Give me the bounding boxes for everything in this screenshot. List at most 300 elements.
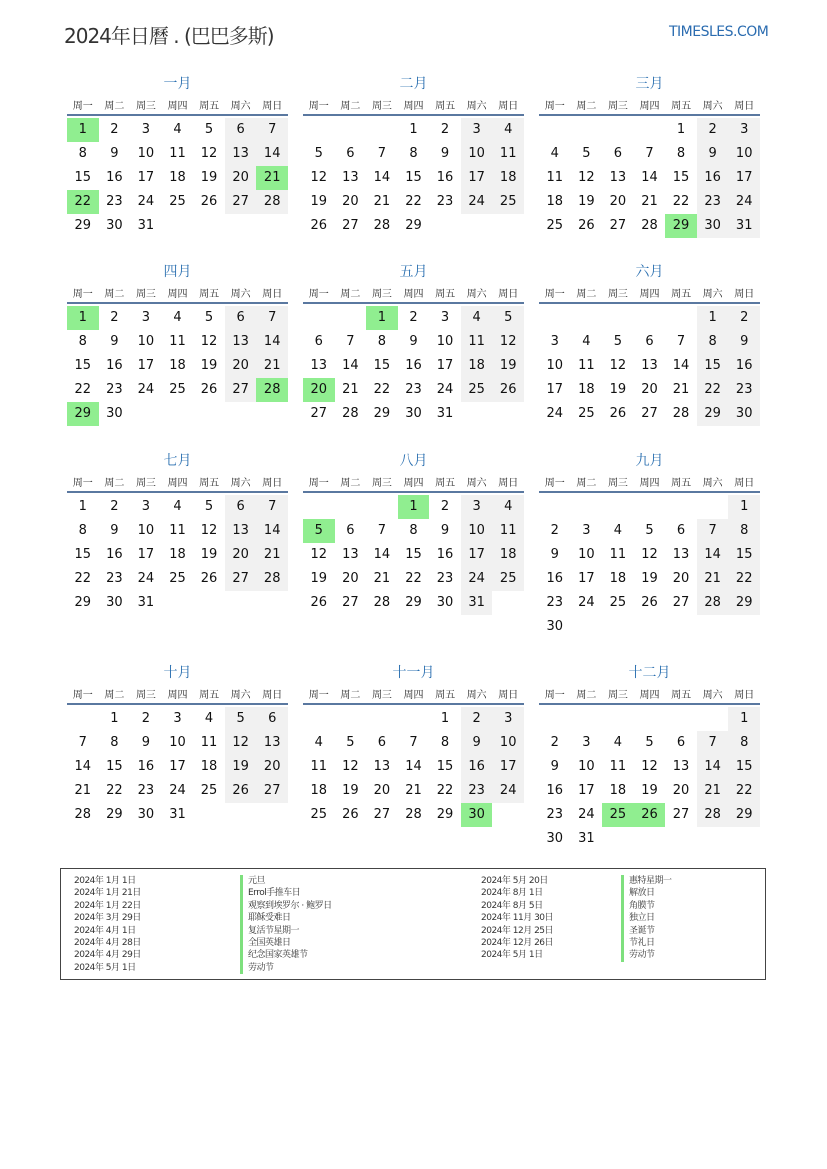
day-cell: 25 [169, 571, 186, 586]
day-cell: 4 [613, 523, 623, 538]
day-cell: 6 [676, 523, 686, 538]
day-cell: 16 [461, 755, 493, 779]
weekday-label: 周四 [403, 477, 424, 489]
legend-holiday-name: 全国英雄日 [240, 937, 332, 949]
day-cell: 14 [373, 170, 391, 185]
day-cell: 10 [492, 731, 524, 755]
day-cell: 25 [546, 218, 564, 233]
day-cell: 23 [461, 779, 493, 803]
day-cell: 28 [697, 803, 729, 827]
weekday-label: 周五 [671, 100, 692, 112]
month-block [303, 663, 524, 827]
day-cell: 23 [546, 807, 564, 822]
weekday-label: 周三 [135, 288, 156, 300]
weekday-label: 周六 [230, 100, 251, 112]
weekday-label: 周五 [199, 689, 220, 701]
day-cell: 18 [200, 759, 218, 774]
day-cell: 21 [373, 571, 391, 586]
day-cell: 7 [697, 519, 729, 543]
day-cell: 23 [137, 783, 155, 798]
weekday-label: 周四 [167, 689, 188, 701]
legend-holiday-name: 独立日 [621, 912, 672, 924]
day-cell: 31 [578, 831, 595, 846]
empty-cell [539, 306, 571, 330]
day-cell: 23 [106, 571, 123, 586]
day-cell: 29 [373, 406, 391, 421]
month-name: 四月 [163, 264, 192, 280]
month-name: 十月 [163, 665, 192, 681]
day-cell: 13 [225, 330, 257, 354]
legend-date: 2024年 4月 1日 [74, 925, 136, 936]
empty-cell [398, 707, 430, 731]
legend-date: 2024年 1月 22日 [74, 900, 141, 911]
day-cell: 28 [256, 190, 288, 214]
day-cell: 28 [74, 807, 92, 822]
day-cell: 22 [405, 194, 422, 209]
legend-holiday-name: 纪念国家英雄节 [240, 949, 332, 961]
day-cell: 26 [641, 595, 658, 610]
day-cell: 14 [256, 142, 288, 166]
weekday-label: 周日 [498, 689, 519, 701]
day-cell: 5 [314, 146, 323, 161]
legend-date: 2024年 8月 5日 [481, 900, 543, 911]
empty-cell [303, 707, 335, 731]
day-cell: 29 [74, 218, 92, 233]
month-block [303, 451, 524, 615]
day-cell: 30 [106, 406, 123, 421]
day-cell: 3 [173, 711, 182, 726]
day-cell: 18 [609, 571, 627, 586]
weekday-label: 周三 [371, 288, 392, 300]
day-cell: 27 [342, 218, 359, 233]
site-link[interactable]: TIMESLES.COM [669, 24, 769, 40]
day-cell: 17 [137, 170, 155, 185]
legend-date: 2024年 5月 20日 [481, 876, 548, 886]
day-cell: 15 [697, 354, 729, 378]
empty-cell [335, 707, 367, 731]
day-cell: 24 [492, 779, 524, 803]
day-cell: 1 [728, 707, 760, 731]
day-cell: 3 [550, 334, 559, 349]
empty-cell [366, 495, 398, 519]
day-cell: 14 [697, 755, 729, 779]
day-cell: 9 [550, 547, 559, 562]
weekday-header [539, 471, 760, 493]
month-block [303, 262, 524, 426]
weekday-label: 周二 [340, 689, 361, 701]
day-cell: 28 [373, 595, 391, 610]
day-cell: 14 [342, 358, 359, 373]
day-cell: 19 [492, 354, 524, 378]
day-cell: 8 [110, 735, 119, 750]
day-cell: 29 [106, 807, 123, 822]
day-cell: 4 [461, 306, 493, 330]
day-cell: 10 [728, 142, 760, 166]
day-cell: 27 [225, 378, 257, 402]
weekday-label: 周一 [544, 100, 565, 112]
day-cell: 23 [728, 378, 760, 402]
day-cell: 11 [200, 735, 218, 750]
day-cell: 10 [137, 523, 155, 538]
day-cell: 10 [436, 334, 454, 349]
day-cell: 11 [310, 759, 328, 774]
day-cell: 8 [409, 146, 418, 161]
day-cell: 15 [405, 170, 422, 185]
day-cell: 19 [641, 783, 658, 798]
weekday-header [539, 683, 760, 705]
weekday-label: 周五 [435, 477, 456, 489]
day-cell: 27 [609, 218, 627, 233]
day-cell: 16 [436, 547, 454, 562]
day-cell: 22 [74, 382, 92, 397]
weekday-header [539, 94, 760, 116]
day-cell: 23 [697, 190, 729, 214]
weekday-label: 周二 [340, 100, 361, 112]
legend-date: 2024年 4月 29日 [74, 950, 141, 961]
day-cell: 6 [377, 735, 387, 750]
empty-cell [303, 495, 335, 519]
weekday-label: 周三 [135, 477, 156, 489]
day-cell: 14 [256, 519, 288, 543]
weekday-label: 周日 [498, 100, 519, 112]
day-cell: 20 [225, 543, 257, 567]
day-cell: 2 [110, 122, 119, 137]
weekday-header [67, 282, 288, 304]
empty-cell [634, 495, 666, 519]
weekday-label: 周二 [104, 288, 125, 300]
legend-holiday-name: 元旦 [240, 875, 332, 887]
day-cell: 27 [310, 406, 328, 421]
day-cell: 4 [173, 499, 182, 514]
month-name: 六月 [635, 264, 664, 280]
day-cell: 21 [697, 567, 729, 591]
weekday-header [303, 471, 524, 493]
day-cell: 2 [550, 735, 559, 750]
weekday-label: 周六 [230, 477, 251, 489]
day-cell: 19 [578, 194, 595, 209]
legend-date: 2024年 4月 28日 [74, 938, 141, 949]
day-cell: 23 [436, 571, 454, 586]
weekday-label: 周四 [403, 288, 424, 300]
day-cell: 7 [346, 334, 355, 349]
day-cell: 29 [697, 402, 729, 426]
legend-date: 2024年 5月 1日 [74, 962, 136, 973]
weekday-label: 周一 [544, 288, 565, 300]
day-cell: 22 [74, 571, 92, 586]
day-cell: 29 [74, 595, 92, 610]
month-block [539, 451, 760, 639]
month-name: 九月 [635, 453, 664, 469]
weekday-label: 周三 [607, 288, 628, 300]
weekday-label: 周日 [734, 288, 755, 300]
empty-cell [571, 495, 603, 519]
day-cell: 7 [78, 735, 87, 750]
month-block [303, 74, 524, 238]
day-cell: 19 [200, 547, 218, 562]
day-cell: 6 [346, 523, 355, 538]
day-cell: 7 [676, 334, 686, 349]
day-cell: 13 [373, 759, 391, 774]
empty-cell [571, 306, 603, 330]
weekday-header [303, 94, 524, 116]
weekday-label: 周二 [576, 288, 597, 300]
day-cell: 22 [672, 194, 690, 209]
day-cell: 16 [106, 170, 123, 185]
day-cell: 9 [110, 146, 119, 161]
legend-right-dates [481, 875, 553, 962]
day-cell: 18 [492, 543, 524, 567]
weekday-label: 周六 [230, 689, 251, 701]
day-cell: 31 [461, 591, 493, 615]
day-cell: 26 [200, 382, 218, 397]
weekday-label: 周三 [607, 100, 628, 112]
day-cell: 15 [672, 170, 690, 185]
empty-cell [366, 707, 398, 731]
day-cell: 2 [440, 499, 450, 514]
day-cell: 22 [373, 382, 391, 397]
day-cell: 27 [225, 567, 257, 591]
day-cell: 10 [137, 334, 155, 349]
day-cell: 23 [436, 194, 454, 209]
legend-date: 2024年 12月 26日 [481, 938, 554, 949]
day-cell: 5 [346, 735, 355, 750]
day-cell: 30 [436, 595, 454, 610]
day-cell: 9 [110, 334, 119, 349]
day-cell: 11 [546, 170, 564, 185]
month-block [67, 262, 288, 426]
weekday-label: 周四 [167, 288, 188, 300]
day-cell: 17 [578, 571, 595, 586]
day-cell: 17 [461, 166, 493, 190]
day-cell: 9 [141, 735, 151, 750]
day-cell: 11 [492, 519, 524, 543]
day-cell: 3 [582, 735, 591, 750]
day-cell: 19 [200, 358, 218, 373]
day-cell: 31 [169, 807, 186, 822]
weekday-label: 周六 [702, 689, 723, 701]
day-cell: 9 [440, 523, 450, 538]
weekday-header [303, 683, 524, 705]
empty-cell [539, 495, 571, 519]
day-cell: 15 [405, 547, 422, 562]
day-cell: 23 [106, 382, 123, 397]
empty-cell [634, 118, 666, 142]
holiday-day-cell: 22 [67, 190, 99, 214]
day-cell: 12 [578, 170, 595, 185]
day-cell: 11 [169, 523, 186, 538]
day-cell: 19 [342, 783, 359, 798]
weekday-label: 周二 [340, 477, 361, 489]
weekday-label: 周四 [167, 100, 188, 112]
page-title: 2024年日曆 . (巴巴多斯) [64, 24, 274, 48]
month-name: 一月 [163, 76, 192, 92]
day-cell: 13 [672, 759, 690, 774]
day-cell: 23 [405, 382, 422, 397]
weekday-label: 周四 [167, 477, 188, 489]
day-cell: 9 [550, 759, 559, 774]
day-cell: 18 [578, 382, 595, 397]
weekday-label: 周二 [104, 689, 125, 701]
day-cell: 3 [728, 118, 760, 142]
day-cell: 5 [204, 122, 214, 137]
month-block [67, 451, 288, 615]
weekday-label: 周五 [671, 689, 692, 701]
day-cell: 11 [169, 146, 186, 161]
day-cell: 10 [461, 519, 493, 543]
day-cell: 25 [310, 807, 328, 822]
empty-cell [602, 118, 634, 142]
day-cell: 17 [546, 382, 564, 397]
holiday-legend [60, 868, 766, 980]
empty-cell [539, 118, 571, 142]
weekday-label: 周日 [262, 100, 283, 112]
holiday-day-cell: 1 [67, 306, 99, 330]
legend-date: 2024年 12月 25日 [481, 925, 554, 936]
empty-cell [366, 118, 398, 142]
holiday-day-cell: 30 [461, 803, 493, 827]
weekday-label: 周五 [435, 689, 456, 701]
holiday-day-cell: 1 [67, 118, 99, 142]
day-grid [303, 306, 524, 426]
empty-cell [602, 495, 634, 519]
day-cell: 17 [492, 755, 524, 779]
empty-cell [539, 707, 571, 731]
day-grid [539, 306, 760, 426]
day-cell: 11 [461, 330, 493, 354]
day-cell: 1 [409, 122, 418, 137]
weekday-label: 周二 [576, 477, 597, 489]
day-cell: 30 [106, 218, 123, 233]
weekday-label: 周五 [199, 288, 220, 300]
weekday-label: 周一 [308, 100, 329, 112]
weekday-label: 周一 [308, 477, 329, 489]
day-grid [539, 118, 760, 238]
month-name: 七月 [163, 453, 192, 469]
empty-cell [303, 306, 335, 330]
day-cell: 26 [609, 406, 627, 421]
legend-holiday-name: 解放日 [621, 887, 672, 899]
day-grid [303, 495, 524, 615]
weekday-label: 周六 [702, 288, 723, 300]
weekday-label: 周六 [466, 288, 487, 300]
day-cell: 12 [641, 547, 658, 562]
legend-holiday-name: 观察到埃罗尔 · 鲍罗日 [240, 900, 332, 912]
empty-cell [303, 118, 335, 142]
day-cell: 17 [436, 358, 454, 373]
day-cell: 8 [409, 523, 418, 538]
day-cell: 9 [110, 523, 119, 538]
day-cell: 21 [342, 382, 359, 397]
day-cell: 5 [204, 310, 214, 325]
weekday-label: 周三 [371, 100, 392, 112]
day-cell: 13 [641, 358, 658, 373]
day-cell: 3 [141, 310, 151, 325]
weekday-label: 周一 [308, 689, 329, 701]
weekday-label: 周一 [72, 288, 93, 300]
day-cell: 10 [137, 146, 155, 161]
day-cell: 1 [728, 495, 760, 519]
day-cell: 3 [461, 118, 493, 142]
month-block [67, 74, 288, 238]
day-cell: 3 [141, 499, 151, 514]
day-grid [67, 118, 288, 238]
day-cell: 24 [546, 406, 564, 421]
empty-cell [335, 118, 367, 142]
legend-holiday-name: 劳动节 [240, 962, 332, 974]
day-cell: 18 [492, 166, 524, 190]
day-cell: 1 [78, 499, 87, 514]
day-cell: 28 [672, 406, 690, 421]
day-cell: 1 [676, 122, 686, 137]
day-cell: 18 [310, 783, 328, 798]
day-cell: 20 [225, 166, 257, 190]
weekday-label: 周六 [466, 100, 487, 112]
day-cell: 13 [342, 547, 359, 562]
day-cell: 4 [613, 735, 623, 750]
weekday-label: 周二 [340, 288, 361, 300]
legend-holiday-name: 复活节星期一 [240, 925, 332, 937]
day-cell: 8 [697, 330, 729, 354]
day-cell: 4 [582, 334, 591, 349]
day-cell: 6 [225, 118, 257, 142]
day-cell: 27 [342, 595, 359, 610]
day-cell: 10 [546, 358, 564, 373]
legend-holiday-name: 圣诞节 [621, 925, 672, 937]
weekday-label: 周六 [702, 100, 723, 112]
day-cell: 11 [609, 547, 627, 562]
day-cell: 11 [492, 142, 524, 166]
empty-cell [602, 306, 634, 330]
day-cell: 2 [141, 711, 151, 726]
month-block [539, 262, 760, 426]
day-cell: 26 [310, 595, 328, 610]
day-cell: 13 [672, 547, 690, 562]
day-cell: 20 [342, 194, 359, 209]
day-cell: 18 [169, 547, 186, 562]
day-cell: 25 [169, 194, 186, 209]
day-cell: 15 [74, 547, 92, 562]
day-cell: 4 [173, 310, 182, 325]
day-cell: 17 [137, 358, 155, 373]
day-cell: 20 [225, 354, 257, 378]
weekday-label: 周二 [576, 689, 597, 701]
holiday-day-cell: 21 [256, 166, 288, 190]
day-cell: 8 [676, 146, 686, 161]
weekday-label: 周六 [230, 288, 251, 300]
day-cell: 29 [405, 218, 422, 233]
weekday-header [67, 471, 288, 493]
day-cell: 15 [436, 759, 454, 774]
weekday-label: 周三 [371, 477, 392, 489]
day-cell: 7 [256, 495, 288, 519]
day-cell: 13 [225, 142, 257, 166]
day-cell: 26 [492, 378, 524, 402]
day-cell: 12 [310, 547, 328, 562]
day-cell: 6 [225, 306, 257, 330]
day-cell: 27 [672, 807, 690, 822]
empty-cell [67, 707, 99, 731]
weekday-label: 周三 [371, 689, 392, 701]
holiday-day-cell: 29 [665, 214, 697, 238]
day-cell: 15 [74, 170, 92, 185]
day-cell: 20 [672, 783, 690, 798]
day-cell: 12 [641, 759, 658, 774]
month-name: 八月 [399, 453, 428, 469]
day-cell: 26 [200, 571, 218, 586]
weekday-label: 周一 [72, 477, 93, 489]
day-cell: 18 [609, 783, 627, 798]
day-cell: 27 [641, 406, 658, 421]
